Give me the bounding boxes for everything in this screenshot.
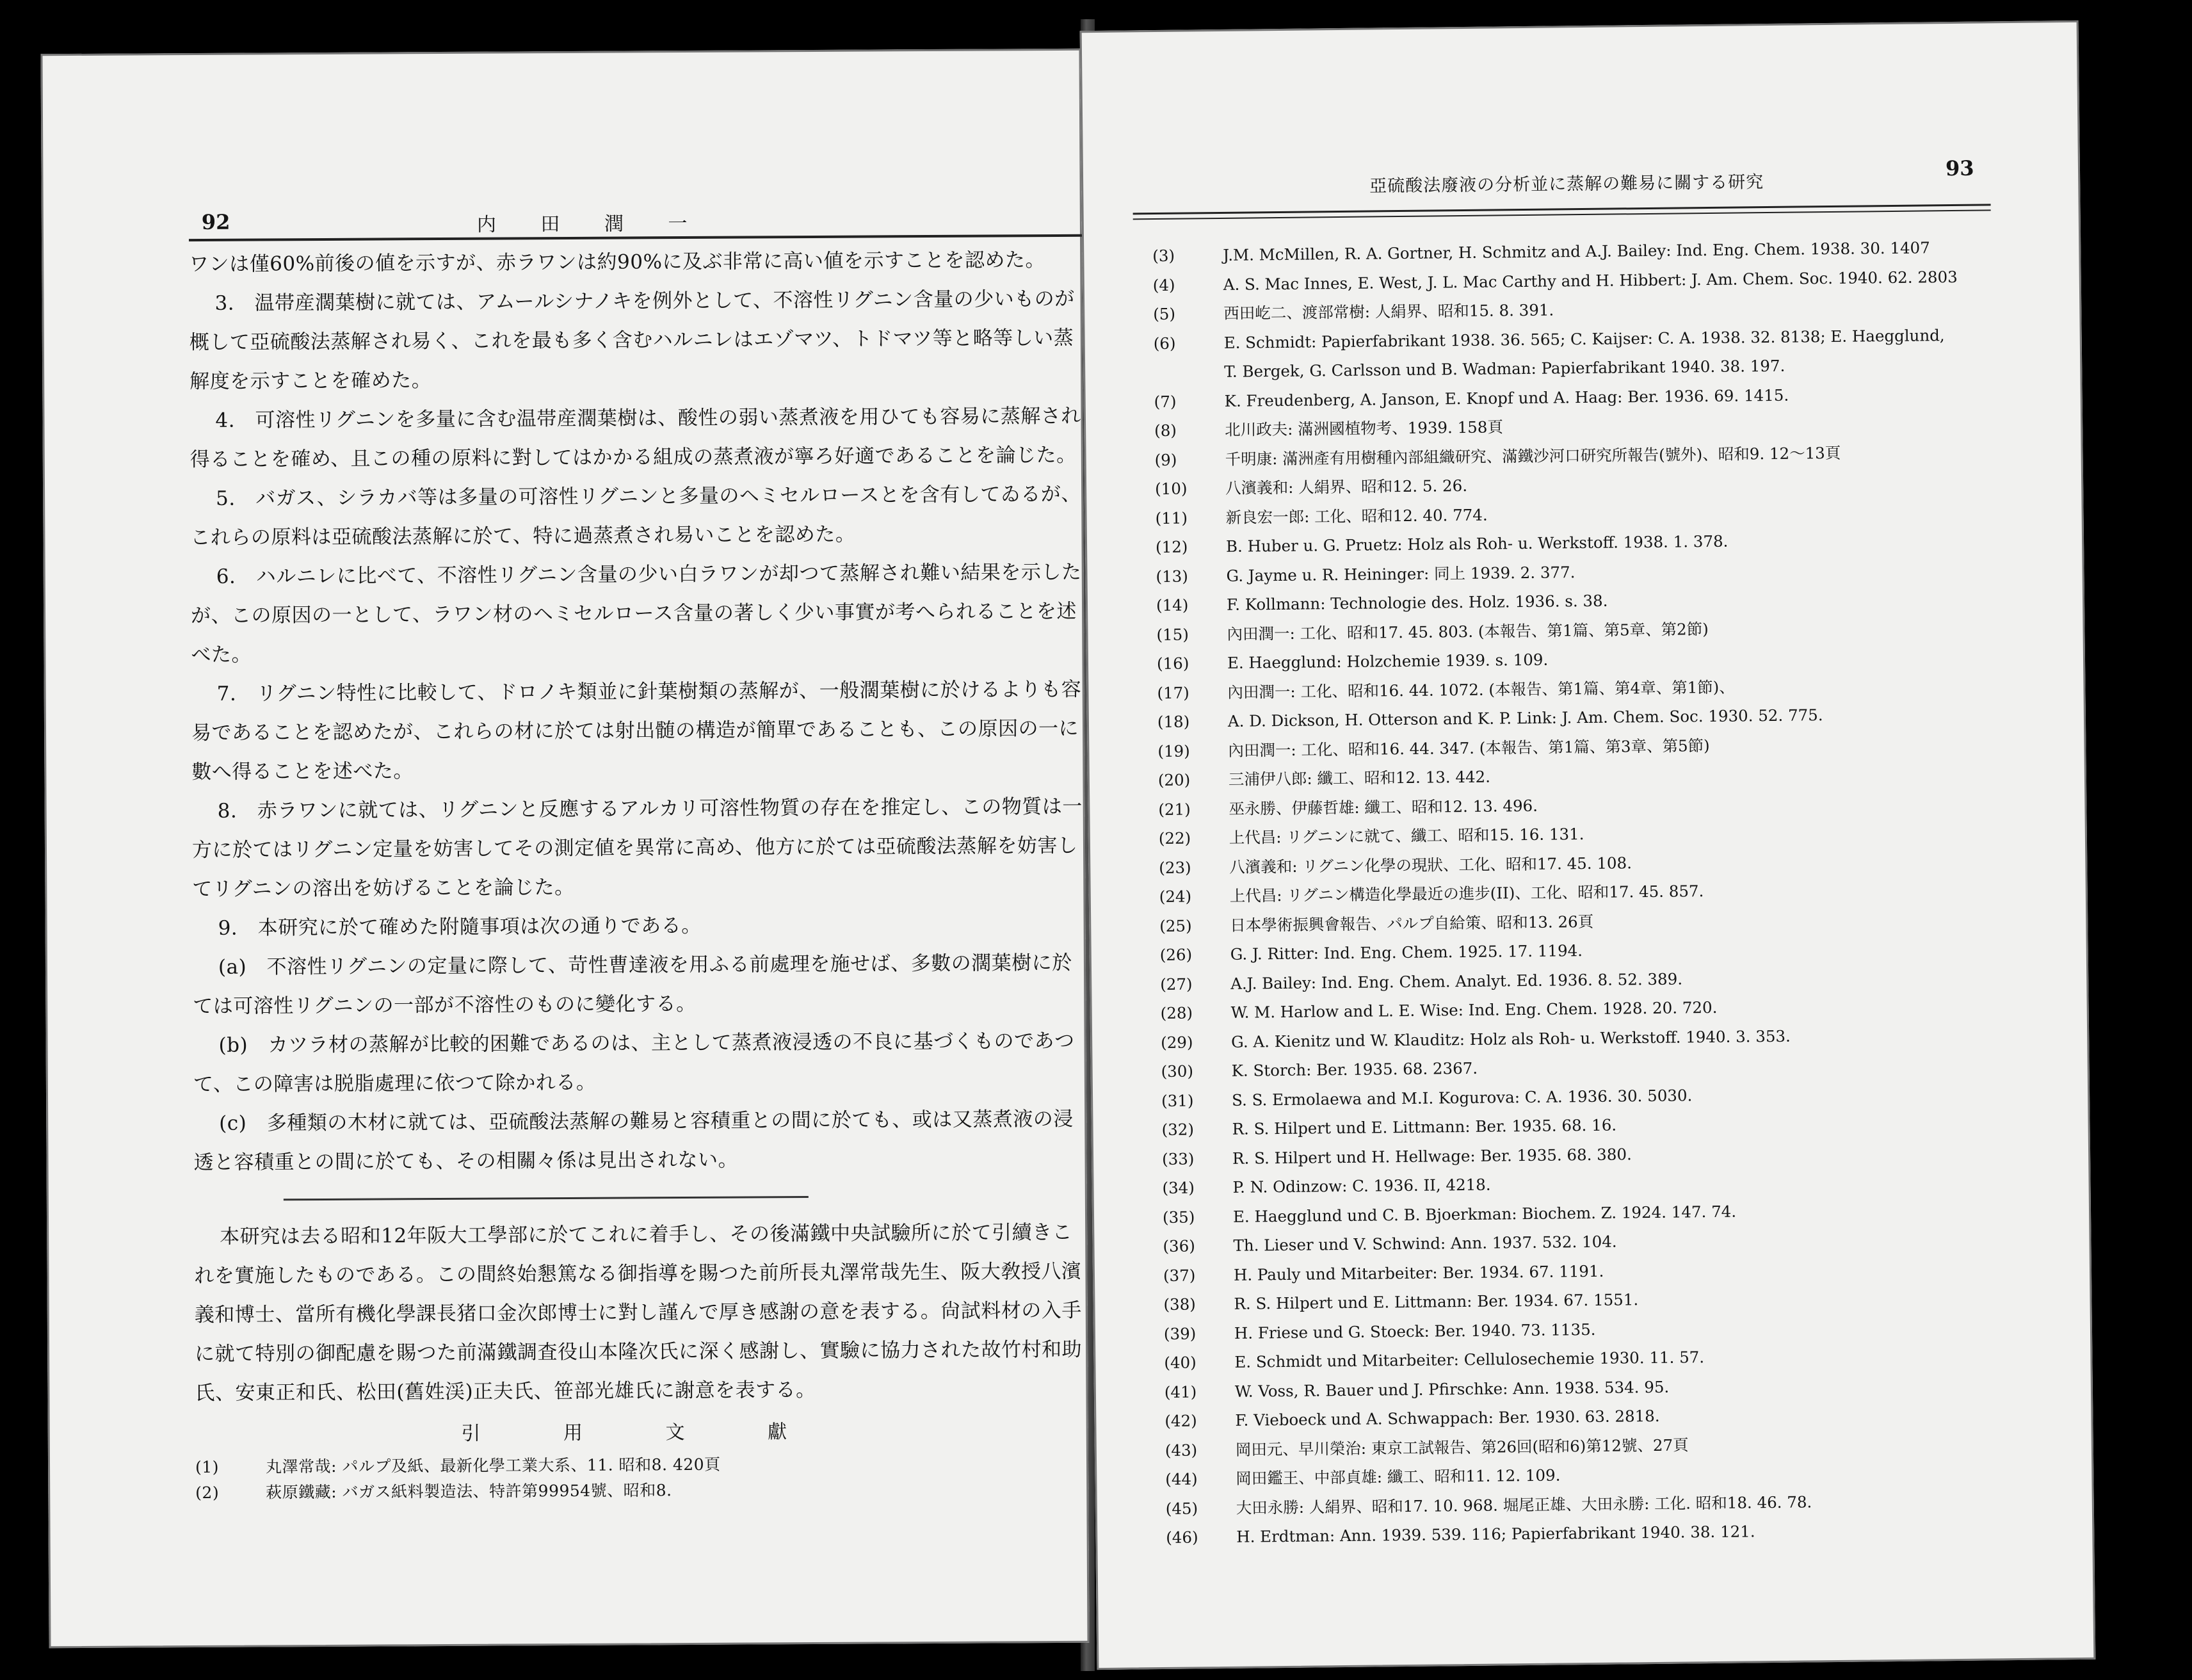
reference-text: E. Haegglund und C. B. Bjoerkman: Biochem. Z. 1924. 147. 74. [1232, 1202, 1737, 1226]
reference-number: (3) [1152, 246, 1175, 266]
reference-text: 岡田鑑王、中部貞雄: 纖工、昭和11. 12. 109. [1236, 1466, 1561, 1488]
left-page [40, 49, 1089, 1648]
conclusion-paragraph: (b) カツラ材の蒸解が比較的困難であるのは、主として蒸煮液浸透の不良に基づくものであつて、この障害は脱脂處理に依つて除かれる。 [193, 1029, 1075, 1097]
acknowledgement-separator [284, 1196, 809, 1200]
reference-number: (16) [1156, 654, 1189, 674]
reference-number: (2) [195, 1483, 220, 1503]
conclusion-paragraph: 3. 温帯産濶葉樹に就ては、アムールシナノキを例外として、不溶性リグニン含量の少いものが概して亞硫酸法蒸解され易く、これを最も多く含むハルニレはエゾマツ、トドマツ等と略等しい蒸解度を示すことを確めた。 [189, 287, 1075, 394]
reference-number: (33) [1161, 1149, 1195, 1168]
reference-text: S. S. Ermolaewa and M.I. Kogurova: C. A. 1936. 30. 5030. [1231, 1085, 1693, 1110]
reference-number: (43) [1164, 1440, 1198, 1460]
reference-number: (7) [1154, 392, 1177, 411]
reference-number: (13) [1156, 567, 1189, 586]
reference-number: (9) [1154, 450, 1177, 469]
reference-number: (29) [1161, 1032, 1193, 1052]
reference-text: W. Voss, R. Bauer und J. Pfirschke: Ann. 1938. 534. 95. [1234, 1377, 1670, 1401]
reference-number: (15) [1156, 625, 1189, 644]
reference-text: T. Bergek, G. Carlsson und B. Wadman: Papierfabrikant 1940. 38. 197. [1224, 356, 1785, 381]
reference-number: (4) [1152, 275, 1175, 295]
reference-number [1154, 377, 1224, 378]
reference-text: R. S. Hilpert und E. Littmann: Ber. 1935. 68. 16. [1232, 1115, 1617, 1138]
conclusion-paragraph: (a) 不溶性リグニンの定量に際して、苛性曹達液を用ふる前處理を施せば、多數の濶葉樹に於ては可溶性リグニンの一部が不溶性のものに變化する。 [193, 951, 1072, 1019]
reference-text: F. Kollmann: Technologie des. Holz. 1936. s. 38. [1226, 591, 1608, 614]
conclusion-paragraph: ワンは僅60%前後の値を示すが、赤ラワンは約90%に及ぶ非常に高い値を示すことを認めた。 [189, 248, 1046, 277]
reference-text: K. Freudenberg, A. Janson, E. Knopf und A. Haag: Ber. 1936. 69. 1415. [1224, 385, 1789, 410]
right-header-rule [1133, 204, 1991, 220]
reference-number: (27) [1160, 974, 1193, 994]
reference-text: G. A. Kienitz und W. Klauditz: Holz als Roh- u. Werkstoff. 1940. 3. 353. [1231, 1026, 1791, 1051]
reference-number: (30) [1161, 1062, 1194, 1081]
reference-number: (45) [1165, 1498, 1198, 1518]
references-heading: 引 用 文 獻 [461, 1420, 826, 1445]
reference-text: 內田潤一: 工化、昭和16. 44. 1072. (本報告、第1篇、第4章、第1節)、 [1227, 677, 1735, 702]
conclusion-paragraph: 4. 可溶性リグニンを多量に含む温帯産濶葉樹は、酸性の弱い蒸煮液を用ひても容易に蒸解され得ることを確め、且この種の原料に對してはかかる組成の蒸煮液が寧ろ好適であることを論じた。 [189, 404, 1081, 472]
reference-number: (46) [1166, 1528, 1198, 1547]
left-page-number: 92 [201, 209, 230, 234]
reference-number: (40) [1164, 1353, 1197, 1372]
reference-text: 丸澤常哉: パルプ及紙、最新化學工業大系、11. 昭和8. 420頁 [265, 1455, 721, 1476]
reference-text: 大田永勝: 人絹界、昭和17. 10. 968. 堀尾正雄、大田永勝: 工化. 昭和18. 46. 78. [1236, 1492, 1812, 1517]
reference-number: (36) [1163, 1236, 1195, 1256]
reference-number: (22) [1158, 828, 1191, 848]
reference-number: (25) [1159, 916, 1192, 935]
reference-number: (8) [1154, 421, 1177, 440]
reference-text: E. Schmidt: Papierfabrikant 1938. 36. 565; C. Kaijser: C. A. 1938. 32. 8138; E. Haegglund, [1223, 325, 1945, 352]
reference-text: R. S. Hilpert und H. Hellwage: Ber. 1935. 68. 380. [1232, 1144, 1632, 1168]
reference-number: (24) [1159, 887, 1192, 907]
right-page [1080, 20, 2096, 1670]
reference-text: 西田屹二、渡部常樹: 人絹界、昭和15. 8. 391. [1223, 300, 1554, 323]
reference-number: (17) [1157, 683, 1189, 702]
reference-text: 千明康: 滿洲產有用樹種內部組織研究、滿鐵沙河口研究所報告(號外)、昭和9. 12〜13頁 [1225, 443, 1841, 469]
left-running-head: 内 田 潤 一 [476, 212, 707, 236]
conclusion-paragraph: 8. 赤ラワンに就ては、リグニンと反應するアルカリ可溶性物質の存在を推定し、この物質は一方に於てはリグニン定量を妨害してその測定値を異常に高め、他方に於ては亞硫酸法蒸解を妨害してリグニンの溶出を妨げることを論じた。 [191, 795, 1083, 901]
reference-number: (19) [1157, 741, 1190, 761]
reference-text: H. Pauly und Mitarbeiter: Ber. 1934. 67. 1191. [1233, 1261, 1604, 1284]
reference-text: 上代昌: リグニンに就て、纖工、昭和15. 16. 131. [1229, 825, 1584, 847]
reference-number: (10) [1154, 479, 1188, 499]
conclusion-paragraphs [189, 241, 1089, 1183]
reference-number: (5) [1153, 304, 1176, 324]
reference-number: (39) [1163, 1323, 1197, 1343]
conclusion-paragraph: 6. ハルニレに比べて、不溶性リグニン含量の少い白ラワンが却つて蒸解され難い結果を示したが、この原因の一として、ラワン材のヘミセルロース含量の著しく少い事實が考へられることを述べた。 [190, 560, 1082, 667]
reference-number: (34) [1162, 1178, 1195, 1197]
reference-text: 三浦伊八郎: 纖工、昭和12. 13. 442. [1228, 767, 1491, 789]
reference-number: (37) [1163, 1265, 1196, 1285]
reference-text: G. J. Ritter: Ind. Eng. Chem. 1925. 17. 1194. [1230, 941, 1583, 964]
reference-number: (12) [1155, 537, 1188, 557]
reference-text: 北川政夫: 滿洲國植物考、1939. 158頁 [1225, 417, 1504, 439]
reference-text: 新良宏一郎: 工化、昭和12. 40. 774. [1225, 505, 1488, 527]
reference-number: (44) [1165, 1469, 1198, 1489]
conclusion-paragraph: 9. 本研究に於て確めた附隨事項は次の通りである。 [218, 914, 702, 940]
reference-text: G. Jayme u. R. Heininger: 同上 1939. 2. 377. [1226, 562, 1576, 585]
reference-text: 上代昌: リグニン構造化學最近の進步(II)、工化、昭和17. 45. 857. [1229, 882, 1704, 905]
left-references-list [195, 1450, 1090, 1506]
reference-text: 岡田元、早川榮治: 東京工試報告、第26回(昭和6)第12號、27頁 [1235, 1435, 1689, 1459]
reference-number: (14) [1156, 595, 1189, 615]
reference-text: H. Friese und G. Stoeck: Ber. 1940. 73. 1135. [1234, 1320, 1596, 1343]
reference-text: 內田潤一: 工化、昭和16. 44. 347. (本報告、第1篇、第3章、第5節) [1228, 736, 1710, 760]
reference-number: (28) [1160, 1003, 1193, 1023]
reference-number: (1) [195, 1457, 220, 1477]
reference-text: 巫永勝、伊藤哲雄: 纖工、昭和12. 13. 496. [1229, 796, 1538, 818]
reference-text: 日本學術振興會報告、パルプ自給策、昭和13. 26頁 [1230, 912, 1594, 935]
reference-number: (23) [1159, 857, 1191, 877]
reference-text: H. Erdtman: Ann. 1939. 539. 116; Papierfabrikant 1940. 38. 121. [1236, 1522, 1755, 1546]
reference-text: 內田潤一: 工化、昭和17. 45. 803. (本報告、第1篇、第5章、第2節) [1227, 619, 1709, 643]
reference-number: (26) [1159, 945, 1193, 965]
reference-number: (18) [1157, 712, 1190, 732]
reference-text: 八濱義和: リグニン化學の現狀、工化、昭和17. 45. 108. [1229, 853, 1632, 876]
reference-text: B. Huber u. G. Pruetz: Holz als Roh- u. Werkstoff. 1938. 1. 378. [1225, 531, 1729, 556]
reference-number: (42) [1164, 1411, 1197, 1430]
reference-number: (20) [1157, 770, 1191, 790]
reference-number: (38) [1163, 1295, 1196, 1314]
reference-text: A. S. Mac Innes, E. West, J. L. Mac Carthy and H. Hibbert: J. Am. Chem. Soc. 1940. 62. 2803 [1223, 267, 1958, 294]
reference-text: 萩原鐵藏: バガス紙料製造法、特許第99954號、昭和8. [266, 1481, 672, 1502]
reference-number: (41) [1164, 1382, 1197, 1401]
conclusion-paragraph: 7. リグニン特性に比較して、ドロノキ類並に針葉樹類の蒸解が、一般濶葉樹に於けるよりも容易であることを認めたが、これらの材に於ては射出髄の構造が簡單であることも、この原因の一に數へ得ることを述べた。 [191, 677, 1082, 784]
acknowledgement-paragraph: 本研究は去る昭和12年阪大工學部に於てこれに着手し、その後滿鐵中央試驗所に於て引續きこれを實施したものである。この間終始懇篤なる御指導を賜つた前所長丸澤常哉先生、阪大敎授八濱義和博士、當所有機化學課長猪口金次郎博士に對し謹んで厚き感謝の意を表する。尙試料材の入手に就て特別の御配慮を賜つた前滿鐵調査役山本隆次氏に深く感謝し、實驗に協力された故竹村和助氏、安東正和氏、松田(舊姓渓)正夫氏、笹部光雄氏に謝意を表する。 [194, 1220, 1083, 1405]
reference-number: (35) [1162, 1207, 1195, 1227]
reference-text: J.M. McMillen, R. A. Gortner, H. Schmitz and A.J. Bailey: Ind. Eng. Chem. 1938. 30. 1407 [1223, 238, 1930, 264]
reference-number: (11) [1155, 508, 1188, 528]
reference-text: P. N. Odinzow: C. 1936. II, 4218. [1232, 1175, 1491, 1197]
reference-text: E. Haegglund: Holzchemie 1939. s. 109. [1227, 650, 1549, 672]
reference-text: R. S. Hilpert und E. Littmann: Ber. 1934. 67. 1551. [1234, 1290, 1639, 1313]
reference-item [195, 1476, 1089, 1506]
left-body-text [189, 241, 1089, 1506]
conclusion-paragraph: 5. バガス、シラカバ等は多量の可溶性リグニンと多量のヘミセルロースとを含有してゐるが、これらの原料は亞硫酸法蒸解に於て、特に過蒸煮され易いことを認めた。 [190, 482, 1081, 550]
reference-text: A. D. Dickson, H. Otterson and K. P. Link: J. Am. Chem. Soc. 1930. 52. 775. [1227, 706, 1823, 731]
reference-number: (31) [1161, 1090, 1194, 1110]
reference-text: K. Storch: Ber. 1935. 68. 2367. [1231, 1058, 1478, 1080]
reference-text: E. Schmidt und Mitarbeiter: Cellulosechemie 1930. 11. 57. [1234, 1348, 1705, 1371]
right-references-list [1152, 232, 2081, 1552]
reference-text: Th. Lieser und V. Schwind: Ann. 1937. 532. 104. [1233, 1232, 1617, 1255]
right-running-head: 亞硫酸法廢液の分析並に蒸解の難易に關する研究 [1369, 172, 1764, 197]
reference-text: F. Vieboeck und A. Schwappach: Ber. 1930. 63. 2818. [1235, 1406, 1660, 1430]
conclusion-paragraph: (c) 多種類の木材に就ては、亞硫酸法蒸解の難易と容積重との間に於ても、或は又蒸煮液の浸透と容積重との間に於ても、その相關々係は見出されない。 [193, 1107, 1074, 1175]
reference-number: (32) [1161, 1120, 1195, 1139]
reference-text: 八濱義和: 人絹界、昭和12. 5. 26. [1225, 476, 1468, 497]
reference-text: A.J. Bailey: Ind. Eng. Chem. Analyt. Ed. 1936. 8. 52. 389. [1230, 969, 1683, 993]
reference-number: (21) [1158, 799, 1191, 819]
reference-number: (6) [1153, 334, 1176, 353]
right-page-number: 93 [1945, 156, 1974, 181]
reference-text: W. M. Harlow and L. E. Wise: Ind. Eng. Chem. 1928. 20. 720. [1230, 998, 1718, 1022]
